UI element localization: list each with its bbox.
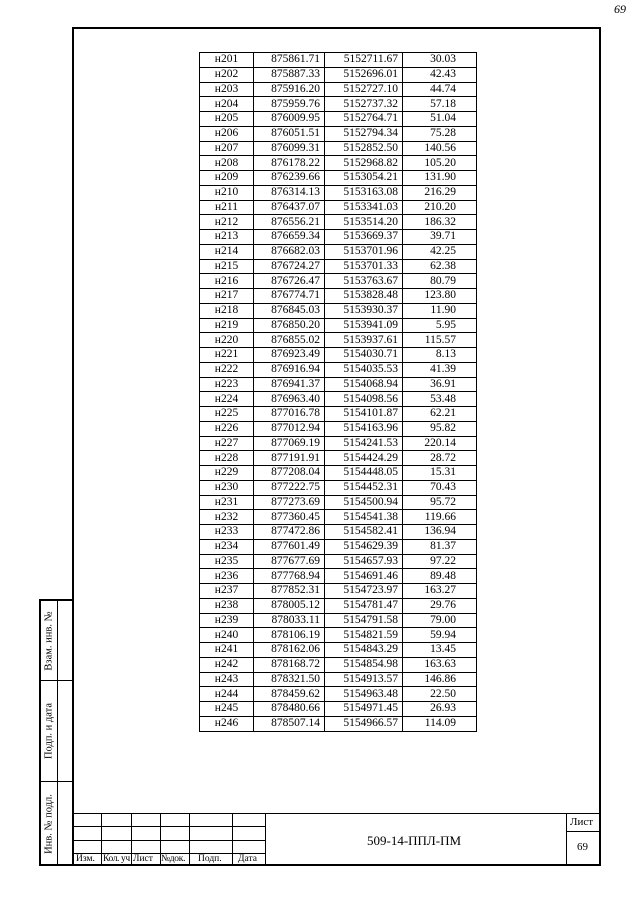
point-id-cell: н212: [200, 215, 254, 230]
y-coordinate-cell: 5152794.34: [325, 126, 403, 141]
y-coordinate-cell: 5153054.21: [325, 171, 403, 186]
distance-cell: 210.20: [403, 200, 477, 215]
x-coordinate-cell: 877191.91: [254, 451, 325, 466]
y-coordinate-cell: 5154791.58: [325, 613, 403, 628]
x-coordinate-cell: 877852.31: [254, 584, 325, 599]
point-id-cell: н230: [200, 480, 254, 495]
side-binding-strip: [39, 599, 72, 866]
x-coordinate-cell: 875861.71: [254, 53, 325, 68]
y-coordinate-cell: 5152968.82: [325, 156, 403, 171]
distance-cell: 97.22: [403, 554, 477, 569]
sheet-number: 69: [577, 841, 588, 853]
point-id-cell: н214: [200, 244, 254, 259]
x-coordinate-cell: 876850.20: [254, 318, 325, 333]
point-id-cell: н236: [200, 569, 254, 584]
x-coordinate-cell: 878321.50: [254, 672, 325, 687]
x-coordinate-cell: 877601.49: [254, 539, 325, 554]
table-row: [200, 200, 477, 215]
y-coordinate-cell: 5154913.57: [325, 672, 403, 687]
table-row: [200, 554, 477, 569]
stamp-col-line-2: [131, 813, 132, 866]
point-id-cell: н228: [200, 451, 254, 466]
table-row: [200, 643, 477, 658]
point-id-cell: н221: [200, 348, 254, 363]
y-coordinate-cell: 5153763.67: [325, 274, 403, 289]
table-row: [200, 82, 477, 97]
distance-cell: 22.50: [403, 687, 477, 702]
x-coordinate-cell: 877012.94: [254, 421, 325, 436]
point-id-cell: н219: [200, 318, 254, 333]
distance-cell: 114.09: [403, 716, 477, 731]
table-row: [200, 421, 477, 436]
y-coordinate-cell: 5153341.03: [325, 200, 403, 215]
table-row: [200, 215, 477, 230]
x-coordinate-cell: 876659.34: [254, 230, 325, 245]
side-cell-podp-data: [41, 681, 72, 782]
table-row: [200, 156, 477, 171]
distance-cell: 75.28: [403, 126, 477, 141]
y-coordinate-cell: 5154163.96: [325, 421, 403, 436]
y-coordinate-cell: 5154541.38: [325, 510, 403, 525]
y-coordinate-cell: 5154098.56: [325, 392, 403, 407]
y-coordinate-cell: 5153514.20: [325, 215, 403, 230]
point-id-cell: н232: [200, 510, 254, 525]
table-row: [200, 126, 477, 141]
distance-cell: 95.72: [403, 495, 477, 510]
point-id-cell: н237: [200, 584, 254, 599]
table-row: [200, 687, 477, 702]
point-id-cell: н207: [200, 141, 254, 156]
stamp-header-ndok: №док.: [161, 854, 186, 864]
y-coordinate-cell: 5154241.53: [325, 436, 403, 451]
point-id-cell: н235: [200, 554, 254, 569]
distance-cell: 29.76: [403, 598, 477, 613]
point-id-cell: н227: [200, 436, 254, 451]
stamp-header-podp: Подп.: [198, 854, 222, 864]
y-coordinate-cell: 5154691.46: [325, 569, 403, 584]
table-row: [200, 185, 477, 200]
table-row: [200, 598, 477, 613]
table-row: [200, 569, 477, 584]
table-row: [200, 230, 477, 245]
x-coordinate-cell: 876556.21: [254, 215, 325, 230]
distance-cell: 115.57: [403, 333, 477, 348]
x-coordinate-cell: 876774.71: [254, 289, 325, 304]
distance-cell: 42.25: [403, 244, 477, 259]
corner-page-mark: 69: [614, 2, 626, 16]
table-row: [200, 525, 477, 540]
y-coordinate-cell: 5154500.94: [325, 495, 403, 510]
point-id-cell: н222: [200, 362, 254, 377]
coordinates-table: [199, 52, 477, 732]
y-coordinate-cell: 5154723.97: [325, 584, 403, 599]
sheet-label: Лист: [570, 816, 594, 828]
x-coordinate-cell: 876682.03: [254, 244, 325, 259]
distance-cell: 51.04: [403, 112, 477, 127]
table-row: [200, 289, 477, 304]
table-row: [200, 303, 477, 318]
x-coordinate-cell: 877360.45: [254, 510, 325, 525]
table-row: [200, 333, 477, 348]
y-coordinate-cell: 5154781.47: [325, 598, 403, 613]
y-coordinate-cell: 5153937.61: [325, 333, 403, 348]
side-cell-inv-podl: [41, 782, 72, 866]
x-coordinate-cell: 878168.72: [254, 657, 325, 672]
stamp-sheet-line: [566, 831, 601, 832]
y-coordinate-cell: 5153163.08: [325, 185, 403, 200]
x-coordinate-cell: 876845.03: [254, 303, 325, 318]
table-row: [200, 480, 477, 495]
point-id-cell: н240: [200, 628, 254, 643]
y-coordinate-cell: 5152852.50: [325, 141, 403, 156]
table-row: [200, 584, 477, 599]
x-coordinate-cell: 878106.19: [254, 628, 325, 643]
point-id-cell: н201: [200, 53, 254, 68]
point-id-cell: н234: [200, 539, 254, 554]
table-row: [200, 539, 477, 554]
point-id-cell: н202: [200, 67, 254, 82]
y-coordinate-cell: 5153930.37: [325, 303, 403, 318]
y-coordinate-cell: 5154068.94: [325, 377, 403, 392]
distance-cell: 70.43: [403, 480, 477, 495]
table-row: [200, 407, 477, 422]
distance-cell: 57.18: [403, 97, 477, 112]
stamp-col-line-1: [101, 813, 102, 866]
x-coordinate-cell: 875916.20: [254, 82, 325, 97]
y-coordinate-cell: 5154101.87: [325, 407, 403, 422]
x-coordinate-cell: 878033.11: [254, 613, 325, 628]
distance-cell: 26.93: [403, 702, 477, 717]
point-id-cell: н204: [200, 97, 254, 112]
table-row: [200, 613, 477, 628]
point-id-cell: н209: [200, 171, 254, 186]
table-row: [200, 716, 477, 731]
table-row: [200, 436, 477, 451]
x-coordinate-cell: 877208.04: [254, 466, 325, 481]
distance-cell: 42.43: [403, 67, 477, 82]
distance-cell: 28.72: [403, 451, 477, 466]
distance-cell: 216.29: [403, 185, 477, 200]
x-coordinate-cell: 876099.31: [254, 141, 325, 156]
point-id-cell: н231: [200, 495, 254, 510]
stamp-header-list: Лист: [133, 854, 153, 864]
stamp-header-izm: Изм.: [76, 854, 95, 864]
point-id-cell: н216: [200, 274, 254, 289]
stamp-col-line-4: [189, 813, 190, 866]
stamp-top-line: [72, 813, 601, 814]
x-coordinate-cell: 877069.19: [254, 436, 325, 451]
point-id-cell: н244: [200, 687, 254, 702]
distance-cell: 163.63: [403, 657, 477, 672]
distance-cell: 80.79: [403, 274, 477, 289]
stamp-col-line-7: [566, 813, 567, 866]
document-code: 509-14-ППЛ-ПМ: [367, 833, 462, 848]
side-label-inv-podl: Инв. № подл.: [43, 794, 55, 854]
point-id-cell: н245: [200, 702, 254, 717]
distance-cell: 53.48: [403, 392, 477, 407]
x-coordinate-cell: 876923.49: [254, 348, 325, 363]
y-coordinate-cell: 5154629.39: [325, 539, 403, 554]
y-coordinate-cell: 5154657.93: [325, 554, 403, 569]
distance-cell: 79.00: [403, 613, 477, 628]
y-coordinate-cell: 5154448.05: [325, 466, 403, 481]
distance-cell: 11.90: [403, 303, 477, 318]
stamp-header-data: Дата: [238, 854, 257, 864]
x-coordinate-cell: 876724.27: [254, 259, 325, 274]
distance-cell: 81.37: [403, 539, 477, 554]
y-coordinate-cell: 5154971.45: [325, 702, 403, 717]
point-id-cell: н238: [200, 598, 254, 613]
point-id-cell: н210: [200, 185, 254, 200]
y-coordinate-cell: 5152764.71: [325, 112, 403, 127]
point-id-cell: н205: [200, 112, 254, 127]
distance-cell: 15.31: [403, 466, 477, 481]
distance-cell: 59.94: [403, 628, 477, 643]
distance-cell: 146.86: [403, 672, 477, 687]
table-row: [200, 657, 477, 672]
y-coordinate-cell: 5152727.10: [325, 82, 403, 97]
x-coordinate-cell: 878005.12: [254, 598, 325, 613]
stamp-header-kol-uch: Кол. уч: [103, 854, 130, 864]
x-coordinate-cell: 876178.22: [254, 156, 325, 171]
side-label-vzam: Взам. инв. №: [43, 610, 55, 671]
table-row: [200, 274, 477, 289]
distance-cell: 5.95: [403, 318, 477, 333]
distance-cell: 30.03: [403, 53, 477, 68]
x-coordinate-cell: 877222.75: [254, 480, 325, 495]
point-id-cell: н220: [200, 333, 254, 348]
x-coordinate-cell: 878507.14: [254, 716, 325, 731]
coordinates-table-body: [200, 53, 477, 732]
y-coordinate-cell: 5154854.98: [325, 657, 403, 672]
point-id-cell: н246: [200, 716, 254, 731]
side-label-podp-data: Подп. и дата: [43, 702, 55, 760]
y-coordinate-cell: 5154963.48: [325, 687, 403, 702]
point-id-cell: н229: [200, 466, 254, 481]
point-id-cell: н226: [200, 421, 254, 436]
y-coordinate-cell: 5153828.48: [325, 289, 403, 304]
x-coordinate-cell: 878162.06: [254, 643, 325, 658]
distance-cell: 220.14: [403, 436, 477, 451]
y-coordinate-cell: 5153701.96: [325, 244, 403, 259]
distance-cell: 136.94: [403, 525, 477, 540]
x-coordinate-cell: 875887.33: [254, 67, 325, 82]
distance-cell: 140.56: [403, 141, 477, 156]
point-id-cell: н239: [200, 613, 254, 628]
distance-cell: 39.71: [403, 230, 477, 245]
distance-cell: 8.13: [403, 348, 477, 363]
table-row: [200, 67, 477, 82]
y-coordinate-cell: 5154582.41: [325, 525, 403, 540]
table-row: [200, 53, 477, 68]
x-coordinate-cell: 877677.69: [254, 554, 325, 569]
y-coordinate-cell: 5153941.09: [325, 318, 403, 333]
side-cell-vzam: [41, 601, 72, 681]
distance-cell: 95.82: [403, 421, 477, 436]
y-coordinate-cell: 5152711.67: [325, 53, 403, 68]
point-id-cell: н225: [200, 407, 254, 422]
y-coordinate-cell: 5152696.01: [325, 67, 403, 82]
y-coordinate-cell: 5154821.59: [325, 628, 403, 643]
x-coordinate-cell: 876855.02: [254, 333, 325, 348]
x-coordinate-cell: 875959.76: [254, 97, 325, 112]
x-coordinate-cell: 877016.78: [254, 407, 325, 422]
y-coordinate-cell: 5154424.29: [325, 451, 403, 466]
distance-cell: 62.21: [403, 407, 477, 422]
table-row: [200, 451, 477, 466]
point-id-cell: н243: [200, 672, 254, 687]
table-row: [200, 672, 477, 687]
y-coordinate-cell: 5154030.71: [325, 348, 403, 363]
point-id-cell: н203: [200, 82, 254, 97]
table-row: [200, 348, 477, 363]
point-id-cell: н241: [200, 643, 254, 658]
x-coordinate-cell: 876726.47: [254, 274, 325, 289]
x-coordinate-cell: 876941.37: [254, 377, 325, 392]
distance-cell: 119.66: [403, 510, 477, 525]
distance-cell: 41.39: [403, 362, 477, 377]
distance-cell: 123.80: [403, 289, 477, 304]
table-row: [200, 141, 477, 156]
table-row: [200, 97, 477, 112]
table-row: [200, 112, 477, 127]
stamp-col-line-5: [232, 813, 233, 866]
table-row: [200, 362, 477, 377]
title-block: [72, 813, 601, 866]
x-coordinate-cell: 878480.66: [254, 702, 325, 717]
distance-cell: 13.45: [403, 643, 477, 658]
x-coordinate-cell: 877273.69: [254, 495, 325, 510]
table-row: [200, 392, 477, 407]
table-row: [200, 244, 477, 259]
x-coordinate-cell: 877472.86: [254, 525, 325, 540]
y-coordinate-cell: 5154452.31: [325, 480, 403, 495]
distance-cell: 105.20: [403, 156, 477, 171]
x-coordinate-cell: 876314.13: [254, 185, 325, 200]
x-coordinate-cell: 876916.94: [254, 362, 325, 377]
table-row: [200, 628, 477, 643]
point-id-cell: н211: [200, 200, 254, 215]
distance-cell: 36.91: [403, 377, 477, 392]
point-id-cell: н213: [200, 230, 254, 245]
x-coordinate-cell: 876009.95: [254, 112, 325, 127]
y-coordinate-cell: 5153701.33: [325, 259, 403, 274]
y-coordinate-cell: 5152737.32: [325, 97, 403, 112]
y-coordinate-cell: 5154966.57: [325, 716, 403, 731]
distance-cell: 186.32: [403, 215, 477, 230]
table-row: [200, 259, 477, 274]
table-row: [200, 702, 477, 717]
x-coordinate-cell: 878459.62: [254, 687, 325, 702]
point-id-cell: н233: [200, 525, 254, 540]
distance-cell: 89.48: [403, 569, 477, 584]
point-id-cell: н242: [200, 657, 254, 672]
table-row: [200, 510, 477, 525]
x-coordinate-cell: 876963.40: [254, 392, 325, 407]
point-id-cell: н206: [200, 126, 254, 141]
point-id-cell: н215: [200, 259, 254, 274]
point-id-cell: н217: [200, 289, 254, 304]
y-coordinate-cell: 5154035.53: [325, 362, 403, 377]
stamp-col-line-6: [265, 813, 266, 866]
table-row: [200, 466, 477, 481]
x-coordinate-cell: 876437.07: [254, 200, 325, 215]
x-coordinate-cell: 877768.94: [254, 569, 325, 584]
point-id-cell: н218: [200, 303, 254, 318]
y-coordinate-cell: 5154843.29: [325, 643, 403, 658]
x-coordinate-cell: 876239.66: [254, 171, 325, 186]
table-row: [200, 377, 477, 392]
distance-cell: 44.74: [403, 82, 477, 97]
point-id-cell: н224: [200, 392, 254, 407]
point-id-cell: н223: [200, 377, 254, 392]
y-coordinate-cell: 5153669.37: [325, 230, 403, 245]
table-row: [200, 318, 477, 333]
point-id-cell: н208: [200, 156, 254, 171]
distance-cell: 163.27: [403, 584, 477, 599]
distance-cell: 131.90: [403, 171, 477, 186]
distance-cell: 62.38: [403, 259, 477, 274]
table-row: [200, 495, 477, 510]
x-coordinate-cell: 876051.51: [254, 126, 325, 141]
table-row: [200, 171, 477, 186]
